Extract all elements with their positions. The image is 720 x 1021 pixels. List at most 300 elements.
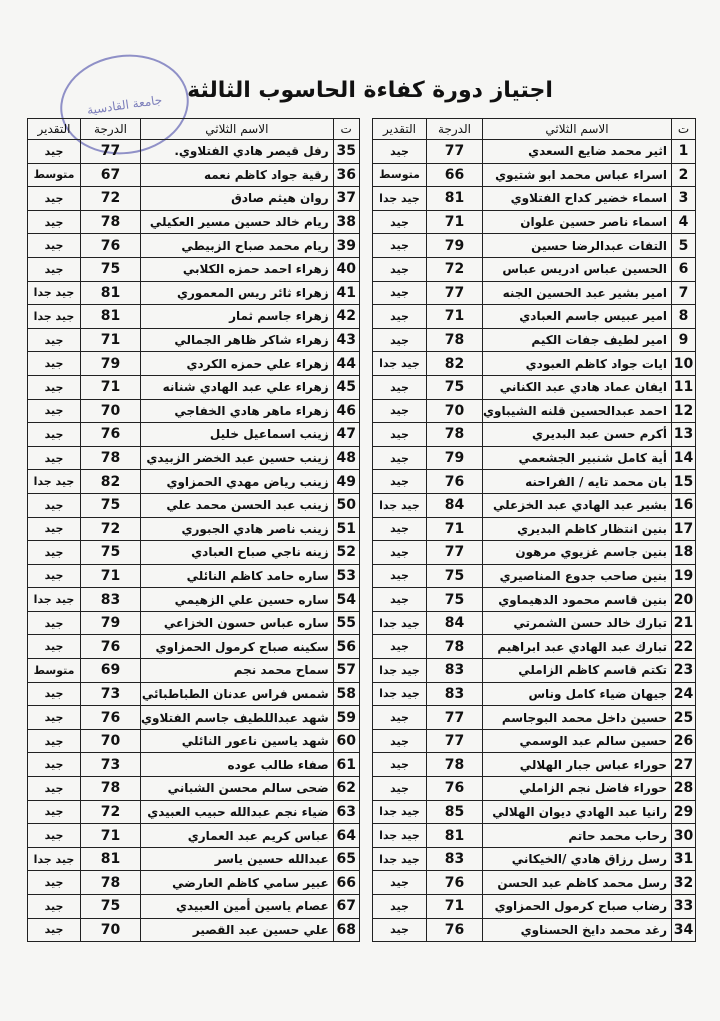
table-row	[373, 517, 696, 541]
student-name: ريام محمد صباح الزبيطي	[141, 234, 334, 258]
student-name: امير بشير عبد الحسين الجنه	[483, 281, 672, 305]
row-number: 41	[333, 281, 359, 305]
table-row	[28, 423, 360, 447]
row-number: 1	[672, 140, 696, 164]
student-name: اثير محمد ضايع السعدي	[483, 140, 672, 164]
table-row	[373, 234, 696, 258]
score-value: 83	[427, 682, 483, 706]
grade-label: جيد	[373, 470, 427, 494]
score-value: 77	[427, 140, 483, 164]
score-value: 78	[427, 635, 483, 659]
score-value: 71	[81, 375, 141, 399]
row-number: 60	[333, 729, 359, 753]
student-name: امير لطيف جفات الكيم	[483, 328, 672, 352]
student-name: بشير عبد الهادي عبد الخزعلي	[483, 493, 672, 517]
table-row	[373, 800, 696, 824]
row-number: 51	[333, 517, 359, 541]
grade-label: جيد جدا	[28, 470, 81, 494]
row-number: 19	[672, 564, 696, 588]
score-value: 77	[427, 541, 483, 565]
table-row	[28, 281, 360, 305]
student-name: حسين سالم عبد الوسمي	[483, 729, 672, 753]
grade-label: جيد	[28, 706, 81, 730]
row-number: 2	[672, 163, 696, 187]
score-value: 83	[427, 847, 483, 871]
table-row	[373, 729, 696, 753]
score-value: 71	[81, 824, 141, 848]
score-value: 77	[427, 706, 483, 730]
table-header-row	[28, 119, 360, 140]
table-row	[28, 517, 360, 541]
grade-label: جيد جدا	[373, 824, 427, 848]
row-number: 56	[333, 635, 359, 659]
score-value: 66	[427, 163, 483, 187]
score-value: 70	[81, 729, 141, 753]
score-value: 81	[81, 847, 141, 871]
score-value: 76	[427, 777, 483, 801]
score-value: 71	[427, 895, 483, 919]
student-name: زهراء ثائر ريس المعموري	[141, 281, 334, 305]
grade-label: جيد	[373, 871, 427, 895]
row-number: 45	[333, 375, 359, 399]
table-row	[373, 777, 696, 801]
student-name: شهد عبداللطيف جاسم الفتلاوي	[141, 706, 334, 730]
row-number: 38	[333, 210, 359, 234]
table-row	[28, 541, 360, 565]
grade-label: متوسط	[28, 659, 81, 683]
student-name: عبير سامي كاظم العارضي	[141, 871, 334, 895]
grade-label: جيد	[28, 375, 81, 399]
grade-label: جيد جدا	[373, 659, 427, 683]
student-name: زينب عبد الحسن محمد علي	[141, 493, 334, 517]
row-number: 28	[672, 777, 696, 801]
student-name: زهراء ماهر هادي الخفاجي	[141, 399, 334, 423]
grade-label: جيد جدا	[28, 588, 81, 612]
row-number: 12	[672, 399, 696, 423]
score-value: 76	[81, 423, 141, 447]
student-name: أكرم حسن عبد البديري	[483, 423, 672, 447]
grade-label: جيد جدا	[373, 187, 427, 211]
student-name: ساره حسين علي الزهيمي	[141, 588, 334, 612]
table-row	[28, 493, 360, 517]
header-name: الاسم الثلاثي	[483, 119, 672, 140]
left-table-container	[27, 118, 360, 942]
table-row	[373, 659, 696, 683]
student-name: عصام ياسين أمين العبيدي	[141, 895, 334, 919]
student-name: حوراء فاضل نجم الزاملي	[483, 777, 672, 801]
score-value: 69	[81, 659, 141, 683]
score-value: 82	[427, 352, 483, 376]
header-name: الاسم الثلاثي	[141, 119, 334, 140]
score-value: 76	[427, 871, 483, 895]
table-row	[373, 706, 696, 730]
score-value: 79	[81, 352, 141, 376]
right-table-container	[372, 118, 696, 942]
student-name: ايفان عماد هادي عبد الكناني	[483, 375, 672, 399]
grade-label: جيد	[28, 729, 81, 753]
student-name: زهراء علي حمزه الكردي	[141, 352, 334, 376]
score-value: 75	[81, 493, 141, 517]
grade-label: متوسط	[28, 163, 81, 187]
student-name: شهد ياسين ناعور النائلي	[141, 729, 334, 753]
grade-label: جيد	[28, 234, 81, 258]
row-number: 67	[333, 895, 359, 919]
student-name: جيهان ضياء كامل وناس	[483, 682, 672, 706]
row-number: 66	[333, 871, 359, 895]
row-number: 14	[672, 446, 696, 470]
student-name: روان هيثم صادق	[141, 187, 334, 211]
student-name: رقية جواد كاظم نعمه	[141, 163, 334, 187]
score-value: 76	[81, 635, 141, 659]
score-value: 83	[81, 588, 141, 612]
table-row	[28, 918, 360, 942]
table-row	[373, 399, 696, 423]
table-row	[28, 824, 360, 848]
row-number: 55	[333, 611, 359, 635]
row-number: 6	[672, 257, 696, 281]
grade-label: جيد جدا	[28, 847, 81, 871]
table-row	[373, 328, 696, 352]
student-name: رغد محمد دايخ الحسناوي	[483, 918, 672, 942]
header-num: ت	[333, 119, 359, 140]
table-row	[373, 446, 696, 470]
row-number: 49	[333, 470, 359, 494]
score-value: 75	[427, 375, 483, 399]
table-row	[28, 234, 360, 258]
row-number: 34	[672, 918, 696, 942]
table-row	[373, 682, 696, 706]
row-number: 40	[333, 257, 359, 281]
student-name: زهراء علي عبد الهادي شنانه	[141, 375, 334, 399]
table-row	[373, 140, 696, 164]
row-number: 46	[333, 399, 359, 423]
grade-label: جيد	[373, 234, 427, 258]
grade-label: جيد	[28, 824, 81, 848]
grade-label: جيد جدا	[373, 352, 427, 376]
student-name: ضياء نجم عبدالله حبيب العبيدي	[141, 800, 334, 824]
score-value: 73	[81, 753, 141, 777]
score-value: 81	[81, 305, 141, 329]
row-number: 48	[333, 446, 359, 470]
grade-label: جيد	[373, 140, 427, 164]
table-row	[373, 470, 696, 494]
row-number: 9	[672, 328, 696, 352]
score-value: 81	[81, 281, 141, 305]
row-number: 58	[333, 682, 359, 706]
student-name: رسل رزاق هادي /الخيكاني	[483, 847, 672, 871]
row-number: 3	[672, 187, 696, 211]
student-name: بان محمد تايه / الفراحنه	[483, 470, 672, 494]
grade-label: جيد	[28, 871, 81, 895]
table-row	[28, 352, 360, 376]
row-number: 39	[333, 234, 359, 258]
table-row	[373, 352, 696, 376]
student-name: اسماء خضير كداح الفتلاوي	[483, 187, 672, 211]
row-number: 31	[672, 847, 696, 871]
grade-label: جيد	[28, 800, 81, 824]
grade-label: جيد	[28, 517, 81, 541]
grade-label: جيد	[28, 140, 81, 164]
table-row	[28, 753, 360, 777]
score-value: 76	[81, 706, 141, 730]
grade-label: جيد	[373, 895, 427, 919]
row-number: 53	[333, 564, 359, 588]
grade-label: جيد	[28, 187, 81, 211]
row-number: 5	[672, 234, 696, 258]
score-value: 75	[427, 564, 483, 588]
table-row	[28, 305, 360, 329]
row-number: 13	[672, 423, 696, 447]
grade-label: جيد جدا	[28, 305, 81, 329]
grade-label: جيد	[28, 328, 81, 352]
student-name: زينه ناجي صباح العبادي	[141, 541, 334, 565]
grade-label: جيد جدا	[28, 281, 81, 305]
score-value: 79	[427, 446, 483, 470]
table-row	[373, 423, 696, 447]
grade-label: جيد	[373, 564, 427, 588]
grade-label: جيد	[28, 611, 81, 635]
table-row	[28, 470, 360, 494]
student-name: زينب ناصر هادي الجبوري	[141, 517, 334, 541]
student-name: زهراء شاكر ظاهر الجمالي	[141, 328, 334, 352]
grade-label: جيد	[373, 305, 427, 329]
stamp-text: جامعة القادسية	[86, 92, 163, 117]
row-number: 57	[333, 659, 359, 683]
student-name: ضحى سالم محسن الشباني	[141, 777, 334, 801]
table-row	[28, 659, 360, 683]
table-row	[373, 753, 696, 777]
table-row	[28, 187, 360, 211]
table-row	[373, 918, 696, 942]
student-name: أية كامل شنبير الجشعمي	[483, 446, 672, 470]
student-name: عبدالله حسين ياسر	[141, 847, 334, 871]
row-number: 61	[333, 753, 359, 777]
score-value: 84	[427, 493, 483, 517]
row-number: 42	[333, 305, 359, 329]
row-number: 63	[333, 800, 359, 824]
row-number: 25	[672, 706, 696, 730]
table-row	[373, 847, 696, 871]
score-value: 71	[427, 517, 483, 541]
student-name: التفات عبدالرضا حسين	[483, 234, 672, 258]
student-name: زينب حسين عبد الخضر الزبيدي	[141, 446, 334, 470]
row-number: 10	[672, 352, 696, 376]
score-value: 72	[81, 517, 141, 541]
student-name: تبارك عبد الهادي عبد ابراهيم	[483, 635, 672, 659]
table-row	[373, 611, 696, 635]
table-row	[373, 493, 696, 517]
student-name: زهراء جاسم ثمار	[141, 305, 334, 329]
score-value: 75	[427, 588, 483, 612]
score-value: 78	[81, 446, 141, 470]
score-value: 72	[81, 187, 141, 211]
score-value: 71	[427, 305, 483, 329]
row-number: 27	[672, 753, 696, 777]
table-row	[373, 257, 696, 281]
score-value: 77	[81, 140, 141, 164]
row-number: 21	[672, 611, 696, 635]
row-number: 11	[672, 375, 696, 399]
grade-label: جيد	[28, 541, 81, 565]
table-row	[28, 871, 360, 895]
row-number: 36	[333, 163, 359, 187]
row-number: 47	[333, 423, 359, 447]
table-row	[373, 564, 696, 588]
student-name: شمس فراس عدنان الطباطبائي	[141, 682, 334, 706]
student-name: بنين جاسم غزيوي مرهون	[483, 541, 672, 565]
grade-label: جيد	[373, 257, 427, 281]
student-name: عباس كريم عبد العماري	[141, 824, 334, 848]
score-value: 71	[427, 210, 483, 234]
grade-label: جيد	[373, 706, 427, 730]
student-name: بنين قاسم محمود الدهيماوي	[483, 588, 672, 612]
score-value: 78	[81, 777, 141, 801]
grade-label: جيد	[373, 588, 427, 612]
row-number: 32	[672, 871, 696, 895]
student-name: ايات جواد كاظم العبودي	[483, 352, 672, 376]
student-name: علي حسين عبد القصير	[141, 918, 334, 942]
score-value: 75	[81, 257, 141, 281]
grade-label: جيد	[373, 423, 427, 447]
header-score: الدرجة	[427, 119, 483, 140]
student-name: زينب اسماعيل خليل	[141, 423, 334, 447]
row-number: 16	[672, 493, 696, 517]
row-number: 23	[672, 659, 696, 683]
row-number: 65	[333, 847, 359, 871]
grade-label: جيد جدا	[373, 682, 427, 706]
student-name: سماح محمد نجم	[141, 659, 334, 683]
grade-label: جيد	[28, 423, 81, 447]
table-row	[28, 446, 360, 470]
table-row	[28, 847, 360, 871]
table-row	[28, 588, 360, 612]
grade-label: جيد جدا	[373, 493, 427, 517]
score-value: 75	[81, 541, 141, 565]
table-row	[28, 682, 360, 706]
table-row	[373, 305, 696, 329]
results-table-right	[372, 118, 696, 942]
row-number: 17	[672, 517, 696, 541]
row-number: 30	[672, 824, 696, 848]
grade-label: جيد	[28, 493, 81, 517]
row-number: 44	[333, 352, 359, 376]
score-value: 71	[81, 564, 141, 588]
grade-label: جيد	[373, 328, 427, 352]
student-name: رفل قيصر هادي الفتلاوي.	[141, 140, 334, 164]
score-value: 70	[427, 399, 483, 423]
grade-label: جيد	[373, 918, 427, 942]
student-name: سكينه صباح كرمول الحمزاوي	[141, 635, 334, 659]
table-row	[373, 588, 696, 612]
grade-label: جيد	[28, 257, 81, 281]
student-name: ساره حامد كاظم النائلي	[141, 564, 334, 588]
table-row	[373, 895, 696, 919]
grade-label: جيد	[373, 517, 427, 541]
grade-label: جيد	[373, 375, 427, 399]
header-grade: التقدير	[373, 119, 427, 140]
table-row	[373, 163, 696, 187]
table-row	[28, 163, 360, 187]
table-row	[28, 777, 360, 801]
score-value: 70	[81, 918, 141, 942]
row-number: 64	[333, 824, 359, 848]
grade-label: جيد	[28, 564, 81, 588]
score-value: 81	[427, 824, 483, 848]
score-value: 76	[81, 234, 141, 258]
grade-label: جيد	[28, 918, 81, 942]
score-value: 82	[81, 470, 141, 494]
row-number: 24	[672, 682, 696, 706]
header-score: الدرجة	[81, 119, 141, 140]
table-row	[28, 210, 360, 234]
table-row	[28, 895, 360, 919]
table-row	[28, 257, 360, 281]
grade-label: جيد	[28, 210, 81, 234]
row-number: 20	[672, 588, 696, 612]
grade-label: جيد	[373, 541, 427, 565]
student-name: بنين انتظار كاظم البديري	[483, 517, 672, 541]
table-row	[28, 328, 360, 352]
table-row	[373, 210, 696, 234]
row-number: 59	[333, 706, 359, 730]
row-number: 54	[333, 588, 359, 612]
grade-label: جيد	[373, 635, 427, 659]
table-row	[373, 541, 696, 565]
row-number: 4	[672, 210, 696, 234]
score-value: 67	[81, 163, 141, 187]
row-number: 50	[333, 493, 359, 517]
table-row	[28, 611, 360, 635]
results-table-left	[27, 118, 360, 942]
score-value: 72	[81, 800, 141, 824]
table-row	[373, 871, 696, 895]
score-value: 77	[427, 281, 483, 305]
student-name: صفاء طالب عوده	[141, 753, 334, 777]
grade-label: جيد	[28, 682, 81, 706]
student-name: رحاب محمد حاتم	[483, 824, 672, 848]
grade-label: جيد جدا	[373, 611, 427, 635]
grade-label: جيد	[373, 281, 427, 305]
student-name: امير عبيس جاسم العبادي	[483, 305, 672, 329]
student-name: تكتم قاسم كاظم الزاملي	[483, 659, 672, 683]
table-row	[373, 635, 696, 659]
student-name: الحسين عباس ادريس عباس	[483, 257, 672, 281]
student-name: بنين صاحب جدوع المناصيري	[483, 564, 672, 588]
row-number: 68	[333, 918, 359, 942]
student-name: حوراء عباس جبار الهلالي	[483, 753, 672, 777]
student-name: ريام خالد حسين مسير العكيلي	[141, 210, 334, 234]
header-grade: التقدير	[28, 119, 81, 140]
student-name: رضاب صباح كرمول الحمزاوي	[483, 895, 672, 919]
grade-label: جيد	[28, 635, 81, 659]
header-num: ت	[672, 119, 696, 140]
student-name: اسراء عباس محمد ابو شتيوي	[483, 163, 672, 187]
score-value: 85	[427, 800, 483, 824]
score-value: 78	[427, 423, 483, 447]
table-row	[28, 706, 360, 730]
student-name: تبارك خالد حسن الشمرتي	[483, 611, 672, 635]
grade-label: جيد	[373, 729, 427, 753]
row-number: 29	[672, 800, 696, 824]
score-value: 75	[81, 895, 141, 919]
row-number: 33	[672, 895, 696, 919]
table-row	[28, 729, 360, 753]
table-row	[28, 140, 360, 164]
table-row	[28, 635, 360, 659]
grade-label: جيد	[28, 777, 81, 801]
grade-label: جيد	[373, 210, 427, 234]
score-value: 78	[427, 328, 483, 352]
